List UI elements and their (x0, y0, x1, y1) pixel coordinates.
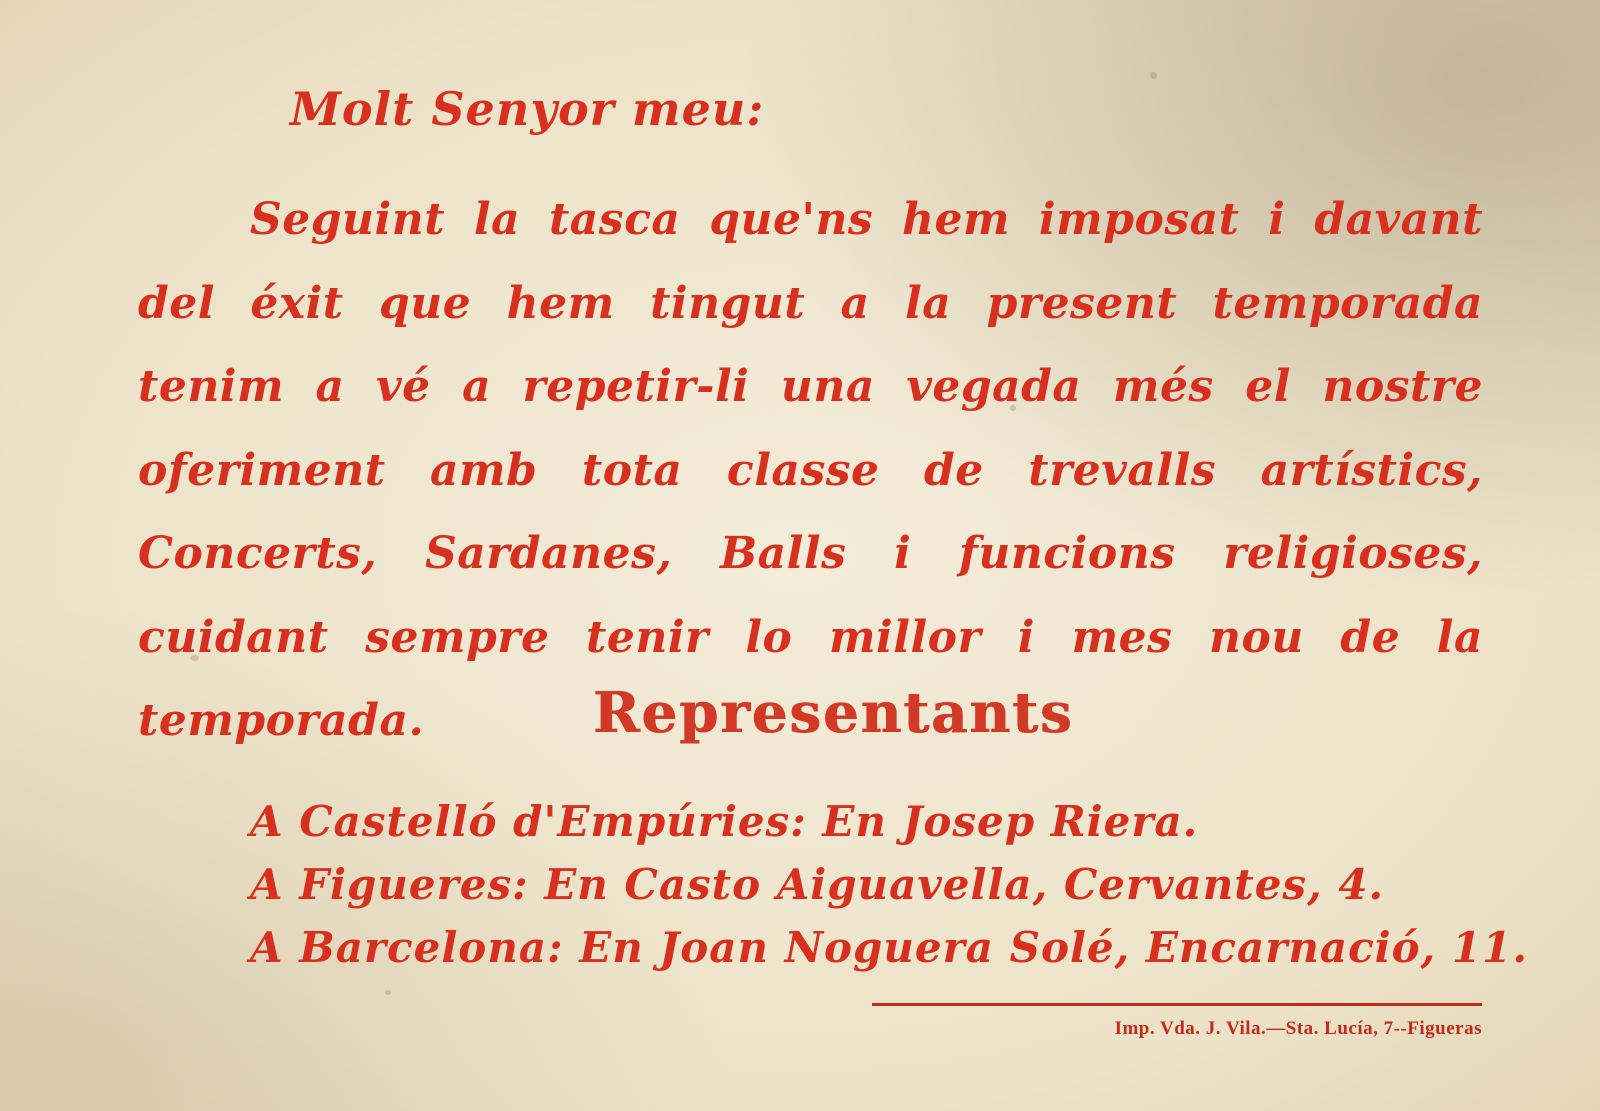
representative-figueres: A Figueres: En Casto Aiguavella, Cervantes, 4. (250, 860, 1385, 909)
body-paragraph: Seguint la tasca que'ns hem imposat i davant del éxit que hem tingut a la present temporada tenim a vé a repetir-li una vegada més el nostre oferiment amb tota classe de trevalls artístics, Concerts, Sardanes, Balls i funcions religioses, cuidant sempre tenir lo millor i mes nou de la temporada. (138, 194, 1483, 746)
printer-imprint: Imp. Vda. J. Vila.—Sta. Lucía, 7--Figueras (1114, 1018, 1482, 1039)
representatives-heading: Representants (593, 680, 1075, 746)
foxing-spot (1150, 72, 1157, 79)
representatives-list (250, 790, 1528, 979)
foxing-spot (385, 990, 391, 995)
representative-castello: A Castelló d'Empúries: En Josep Riera. (250, 797, 1199, 846)
greeting: Molt Senyor meu: (290, 82, 765, 136)
divider-rule (872, 1003, 1482, 1006)
representative-barcelona: A Barcelona: En Joan Noguera Solé, Encarnació, 11. (250, 923, 1528, 972)
